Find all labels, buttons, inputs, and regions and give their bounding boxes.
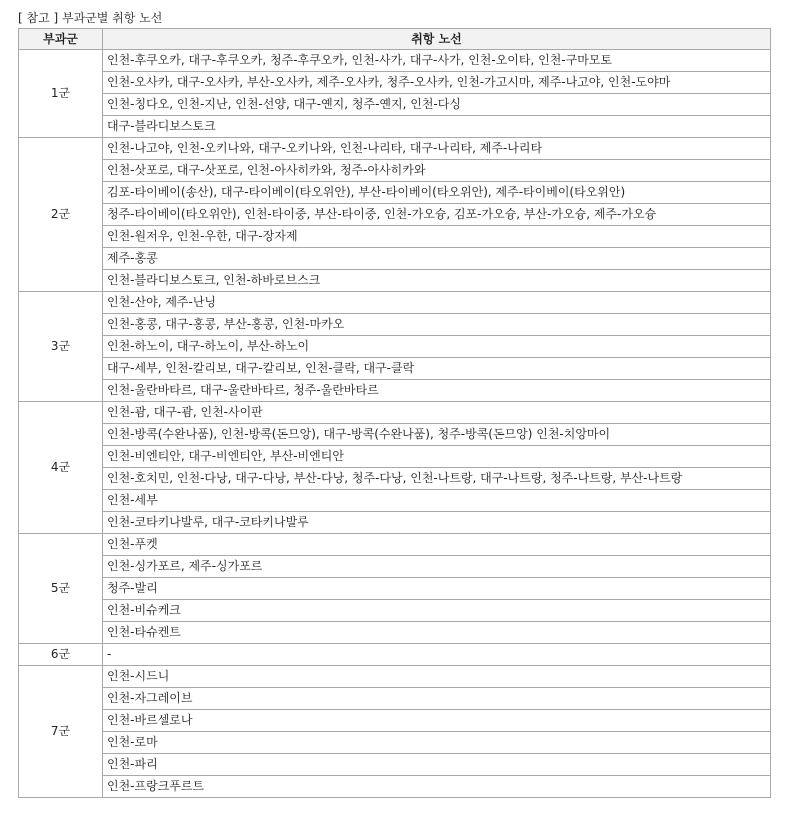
table-row — [19, 402, 771, 424]
table-row — [19, 490, 771, 512]
route-cell: 인천-싱가포르, 제주-싱가포르 — [103, 556, 771, 578]
table-caption: [ 참고 ] 부과군별 취항 노선 — [18, 11, 163, 25]
header-routes: 취항 노선 — [103, 29, 771, 50]
route-cell: 인천-자그레이브 — [103, 688, 771, 710]
route-cell: 인천-세부 — [103, 490, 771, 512]
group-cell: 6군 — [19, 644, 103, 666]
table-row — [19, 732, 771, 754]
route-cell: 인천-울란바타르, 대구-울란바타르, 청주-울란바타르 — [103, 380, 771, 402]
group-cell: 2군 — [19, 138, 103, 292]
header-row — [19, 29, 771, 50]
route-cell: 인천-나고야, 인천-오키나와, 대구-오키나와, 인천-나리타, 대구-나리타, 제주-나리타 — [103, 138, 771, 160]
route-table — [18, 28, 771, 798]
table-row — [19, 468, 771, 490]
table-row — [19, 314, 771, 336]
table-row — [19, 182, 771, 204]
route-cell: 대구-세부, 인천-칼리보, 대구-칼리보, 인천-클락, 대구-클락 — [103, 358, 771, 380]
table-row — [19, 138, 771, 160]
table-row — [19, 710, 771, 732]
table-row — [19, 380, 771, 402]
table-row — [19, 644, 771, 666]
table-row — [19, 556, 771, 578]
route-cell: 인천-후쿠오카, 대구-후쿠오카, 청주-후쿠오카, 인천-사가, 대구-사가, 인천-오이타, 인천-구마모토 — [103, 50, 771, 72]
route-cell: 김포-타이베이(송산), 대구-타이베이(타오위안), 부산-타이베이(타오위안), 제주-타이베이(타오위안) — [103, 182, 771, 204]
table-row — [19, 424, 771, 446]
route-cell: 인천-비엔티안, 대구-비엔티안, 부산-비엔티안 — [103, 446, 771, 468]
table-row — [19, 72, 771, 94]
table-row — [19, 226, 771, 248]
page-content — [18, 8, 771, 798]
route-cell: 청주-발리 — [103, 578, 771, 600]
route-cell: 인천-타슈켄트 — [103, 622, 771, 644]
group-cell: 3군 — [19, 292, 103, 402]
table-row — [19, 160, 771, 182]
route-cell: 인천-푸켓 — [103, 534, 771, 556]
table-row — [19, 94, 771, 116]
table-row — [19, 50, 771, 72]
table-row — [19, 666, 771, 688]
header-group: 부과군 — [19, 29, 103, 50]
table-body — [19, 50, 771, 798]
table-row — [19, 336, 771, 358]
route-cell: 인천-산야, 제주-난닝 — [103, 292, 771, 314]
table-row — [19, 776, 771, 798]
route-cell: 인천-하노이, 대구-하노이, 부산-하노이 — [103, 336, 771, 358]
route-cell: - — [103, 644, 771, 666]
table-row — [19, 248, 771, 270]
table-row — [19, 534, 771, 556]
route-cell: 인천-시드니 — [103, 666, 771, 688]
route-cell: 인천-홍콩, 대구-홍콩, 부산-홍콩, 인천-마카오 — [103, 314, 771, 336]
route-cell: 청주-타이베이(타오위안), 인천-타이중, 부산-타이중, 인천-가오슝, 김포-가오슝, 부산-가오슝, 제주-가오슝 — [103, 204, 771, 226]
route-cell: 인천-오사카, 대구-오사카, 부산-오사카, 제주-오사카, 청주-오사카, 인천-가고시마, 제주-나고야, 인천-도야마 — [103, 72, 771, 94]
route-cell: 제주-홍콩 — [103, 248, 771, 270]
table-row — [19, 688, 771, 710]
table-row — [19, 358, 771, 380]
route-cell: 인천-원저우, 인천-우한, 대구-장자제 — [103, 226, 771, 248]
group-cell: 1군 — [19, 50, 103, 138]
route-cell: 인천-호치민, 인천-다낭, 대구-다낭, 부산-다낭, 청주-다낭, 인천-나트랑, 대구-나트랑, 청주-나트랑, 부산-나트랑 — [103, 468, 771, 490]
group-cell: 5군 — [19, 534, 103, 644]
table-row — [19, 270, 771, 292]
route-cell: 인천-삿포로, 대구-삿포로, 인천-아사히카와, 청주-아사히카와 — [103, 160, 771, 182]
table-row — [19, 116, 771, 138]
group-cell: 7군 — [19, 666, 103, 798]
route-cell: 대구-블라디보스토크 — [103, 116, 771, 138]
table-row — [19, 446, 771, 468]
route-cell: 인천-바르셀로나 — [103, 710, 771, 732]
table-row — [19, 578, 771, 600]
group-cell: 4군 — [19, 402, 103, 534]
route-cell: 인천-괌, 대구-괌, 인천-사이판 — [103, 402, 771, 424]
route-cell: 인천-방콕(수완나품), 인천-방콕(돈므앙), 대구-방콕(수완나품), 청주-방콕(돈므앙) 인천-치앙마이 — [103, 424, 771, 446]
route-cell: 인천-파리 — [103, 754, 771, 776]
table-row — [19, 622, 771, 644]
route-cell: 인천-코타키나발루, 대구-코타키나발루 — [103, 512, 771, 534]
route-cell: 인천-로마 — [103, 732, 771, 754]
table-row — [19, 292, 771, 314]
table-row — [19, 512, 771, 534]
route-cell: 인천-칭다오, 인천-지난, 인천-선양, 대구-옌지, 청주-옌지, 인천-다싱 — [103, 94, 771, 116]
table-row — [19, 600, 771, 622]
table-row — [19, 754, 771, 776]
table-row — [19, 204, 771, 226]
route-cell: 인천-블라디보스토크, 인천-하바로브스크 — [103, 270, 771, 292]
route-cell: 인천-프랑크푸르트 — [103, 776, 771, 798]
route-cell: 인천-비슈케크 — [103, 600, 771, 622]
